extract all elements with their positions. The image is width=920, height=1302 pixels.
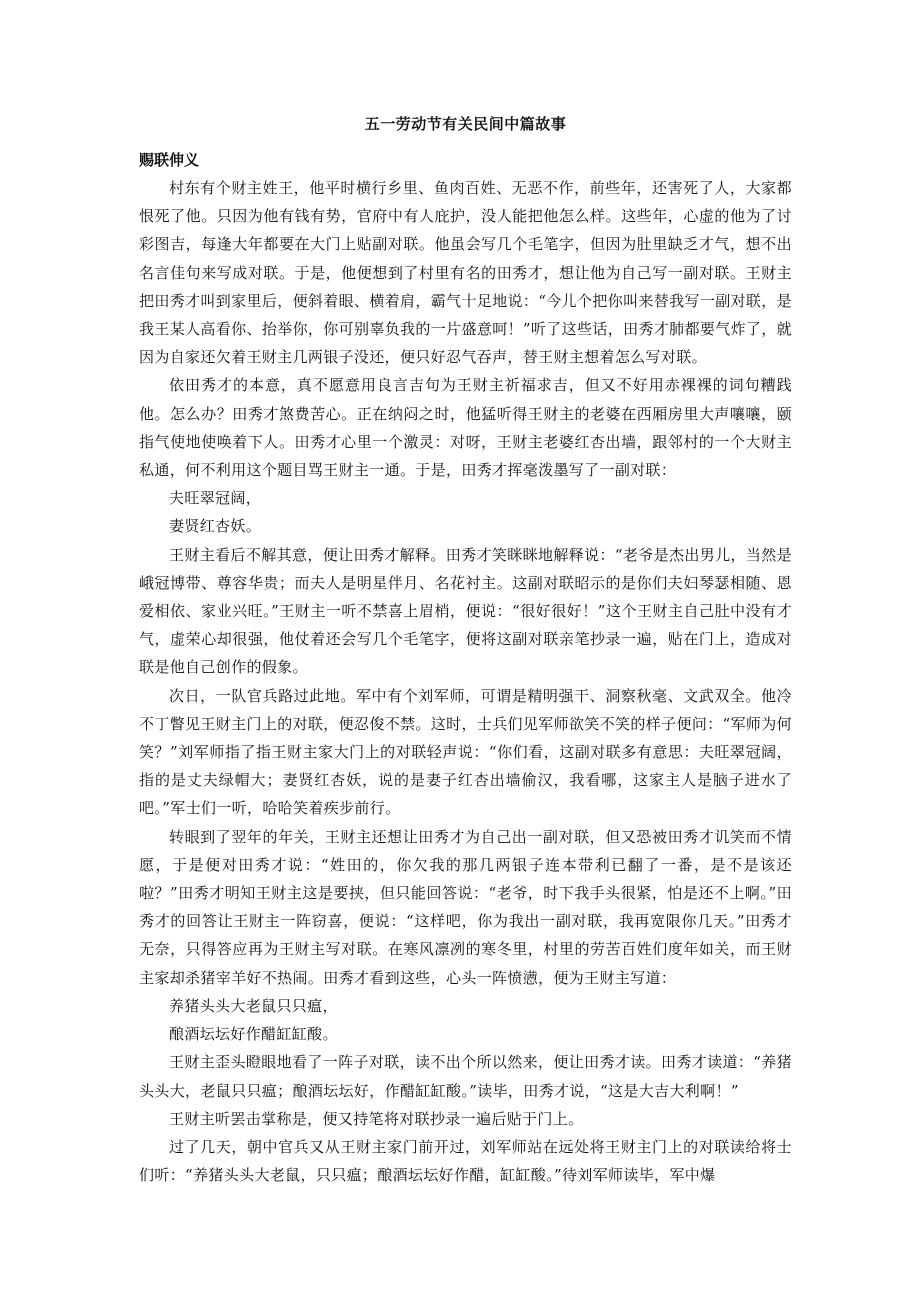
couplet-line-2: 妻贤红杏妖。	[169, 517, 262, 536]
story-paragraph-2: 依田秀才的本意，真不愿意用良言吉句为王财主祈福求吉，但又不好用赤裸裸的词句糟践他。怎么办？田秀才煞费苦心。正在纳闷之时，他猛听得王财主的老婆在西厢房里大声嚷嚷，颐指气使地使唤着下人。田秀才心里一个激灵：对呀，王财主老婆红杏出墙，跟邻村的一个大财主私通，何不利用这个题目骂王财主一通。于是，田秀才挥毫泼墨写了一副对联：	[139, 376, 792, 480]
story-paragraph-4: 次日，一队官兵路过此地。军中有个刘军师，可谓是精明强干、洞察秋毫、文武双全。他冷不丁瞥见王财主门上的对联，便忍俊不禁。这时，士兵们见军师欲笑不笑的样子便问：“军师为何笑？”刘军师指了指王财主家大门上的对联轻声说：“你们看，这副对联多有意思：夫旺翠冠阔，指的是丈夫绿帽大；妻贤红杏妖，说的是妻子红杏出墙偷汉，我看哪，这家主人是脑子进水了吧。”军士们一听，哈哈笑着疾步前行。	[139, 686, 792, 818]
story-paragraph-5: 转眼到了翌年的年关，王财主还想让田秀才为自己出一副对联，但又恐被田秀才讥笑而不情愿，于是便对田秀才说：“姓田的，你欠我的那几两银子连本带利已翻了一番，是不是该还啦？”田秀才明知王财主这是要挟，但只能回答说：“老爷，时下我手头很紧，怕是还不上啊。”田秀才的回答让王财主一阵窃喜，便说：“这样吧，你为我出一副对联，我再宽限你几天。”田秀才无奈，只得答应再为王财主写对联。在寒风凛冽的寒冬里，村里的劳苦百姓们度年如关，而王财主家却杀猪宰羊好不热闹。田秀才看到这些，心头一阵愤懑，便为王财主写道：	[139, 827, 792, 987]
document-page	[139, 110, 792, 1189]
couplet-line-1: 夫旺翠冠阔，	[169, 489, 262, 508]
story-paragraph-7: 王财主听罢击掌称是，便又持笔将对联抄录一遍后贴于门上。	[169, 1109, 584, 1128]
story-paragraph-1: 村东有个财主姓王，他平时横行乡里、鱼肉百姓、无恶不作，前些年，还害死了人，大家都恨死了他。只因为他有钱有势，官府中有人庇护，没人能把他怎么样。这些年，心虚的他为了讨彩图吉，每逢大年都要在大门上贴副对联。他虽会写几个毛笔字，但因为肚里缺乏才气，想不出名言佳句来写成对联。于是，他便想到了村里有名的田秀才，想让他为自己写一副对联。王财主把田秀才叫到家里后，便斜着眼、横着肩，霸气十足地说：“今儿个把你叫来替我写一副对联，是我王某人高看你、抬举你，你可别辜负我的一片盛意呵！”听了这些话，田秀才肺都要气炸了，就因为自家还欠着王财主几两银子没还，便只好忍气吞声，替王财主想着怎么写对联。	[139, 179, 792, 367]
document-title: 五一劳动节有关民间中篇故事	[364, 115, 567, 133]
couplet-line-4: 酿酒坛坛好作醋缸缸酸。	[169, 1025, 338, 1044]
couplet-line-3: 养猪头头大老鼠只只瘟，	[169, 996, 338, 1015]
story-paragraph-6: 王财主歪头瞪眼地看了一阵子对联，读不出个所以然来，便让田秀才读。田秀才读道：“养猪头头大，老鼠只只瘟；酿酒坛坛好，作醋缸缸酸。”读毕，田秀才说，“这是大吉大利啊！”	[139, 1053, 792, 1100]
story-heading: 赐联伸义	[139, 151, 200, 169]
story-paragraph-3: 王财主看后不解其意，便让田秀才解释。田秀才笑眯眯地解释说：“老爷是杰出男儿，当然是峨冠博带、尊容华贵；而夫人是明星伴月、名花衬主。这副对联昭示的是你们夫妇琴瑟相随、恩爱相依、家业兴旺。”王财主一听不禁喜上眉梢，便说：“很好很好！”这个王财主自己肚中没有才气，虚荣心却很强，他仗着还会写几个毛笔字，便将这副对联亲笔抄录一遍，贴在门上，造成对联是他自己创作的假象。	[139, 545, 792, 677]
story-paragraph-8: 过了几天，朝中官兵又从王财主家门前开过，刘军师站在远处将王财主门上的对联读给将士们听：“养猪头头大老鼠，只只瘟；酿酒坛坛好作醋，缸缸酸。”待刘军师读毕，军中爆	[139, 1137, 792, 1185]
